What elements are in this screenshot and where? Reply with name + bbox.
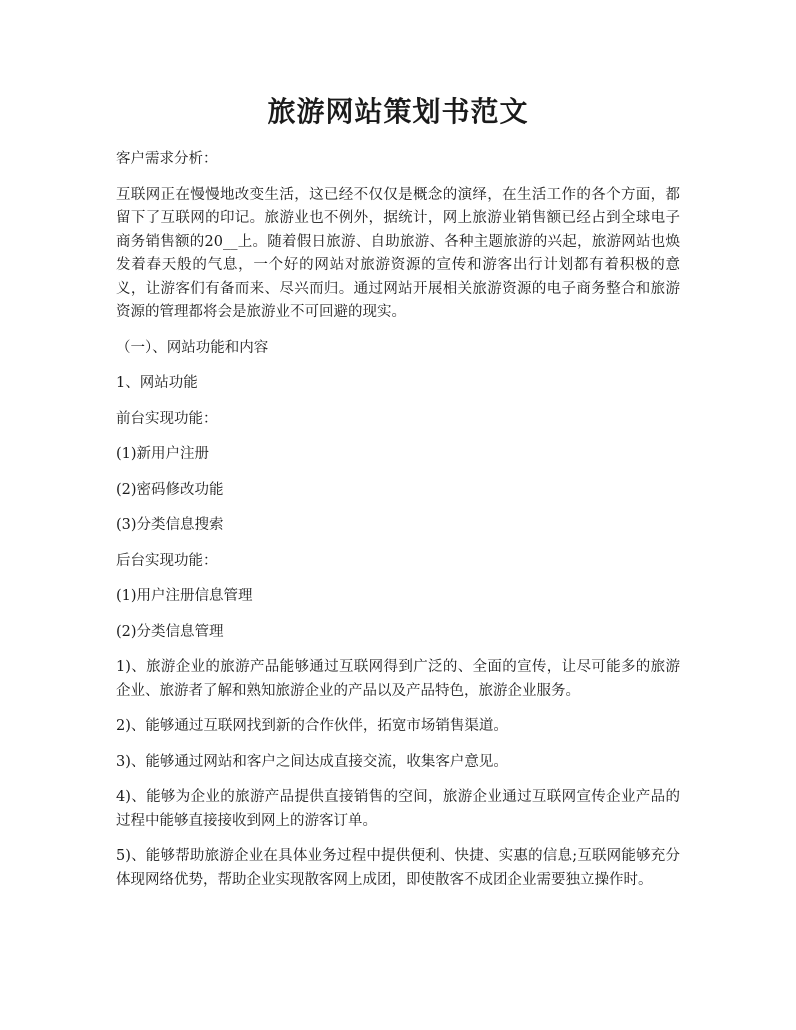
list-item-category-management: (2)分类信息管理 (116, 623, 224, 640)
backend-functions-heading: 后台实现功能： (116, 552, 218, 569)
list-item-category-search: (3)分类信息搜索 (116, 517, 224, 533)
benefit-item-1: 1)、旅游企业的旅游产品能够通过互联网得到广泛的、全面的宣传，让尽可能多的旅游企业、旅游者了解和熟知旅游企业的产品以及产品特色，旅游企业服务。 (116, 659, 680, 699)
benefit-item-4: 4)、能够为企业的旅游产品提供直接销售的空间，旅游企业通过互联网宣传企业产品的过程中能够直接接收到网上的游客订单。 (116, 789, 680, 829)
frontend-functions-heading: 前台实现功能： (116, 410, 218, 427)
list-item-user-registration-management: (1)用户注册信息管理 (116, 588, 253, 604)
benefit-item-3: 3)、能够通过网站和客户之间达成直接交流，收集客户意见。 (116, 753, 508, 770)
list-item-password-change: (2)密码修改功能 (116, 481, 224, 498)
benefit-item-5: 5)、能够帮助旅游企业在具体业务过程中提供便利、快捷、实惠的信息;互联网能够充分体现网络优势，帮助企业实现散客网上成团，即使散客不成团企业需要独立操作时。 (116, 848, 680, 888)
benefit-item-2: 2)、能够通过互联网找到新的合作伙伴，拓宽市场销售渠道。 (116, 718, 508, 734)
section-heading-website-features: （一）、网站功能和内容 (116, 339, 269, 356)
paragraph-intro: 互联网正在慢慢地改变生活，这已经不仅仅是概念的演绎，在生活工作的各个方面，都留下了互联网的印记。旅游业也不例外，据统计，网上旅游业销售额已经占到全球电子商务销售额的20__上。随着假日旅游、自助旅游、各种主题旅游的兴起，旅游网站也焕发着春天般的气息，一个好的网站对旅游资源的宣传和游客出行计划都有着积极的意义，让游客们有备而来、尽兴而归。通过网站开展相关旅游资源的电子商务整合和旅游资源的管理都将会是旅游业不可回避的现实。 (116, 186, 680, 320)
paragraph-customer-analysis-heading: 客户需求分析： (116, 151, 218, 167)
document-title: 旅游网站策划书范文 (267, 95, 529, 128)
list-item-new-user-registration: (1)新用户注册 (116, 446, 210, 462)
subheading-website-functions: 1、网站功能 (116, 375, 198, 391)
